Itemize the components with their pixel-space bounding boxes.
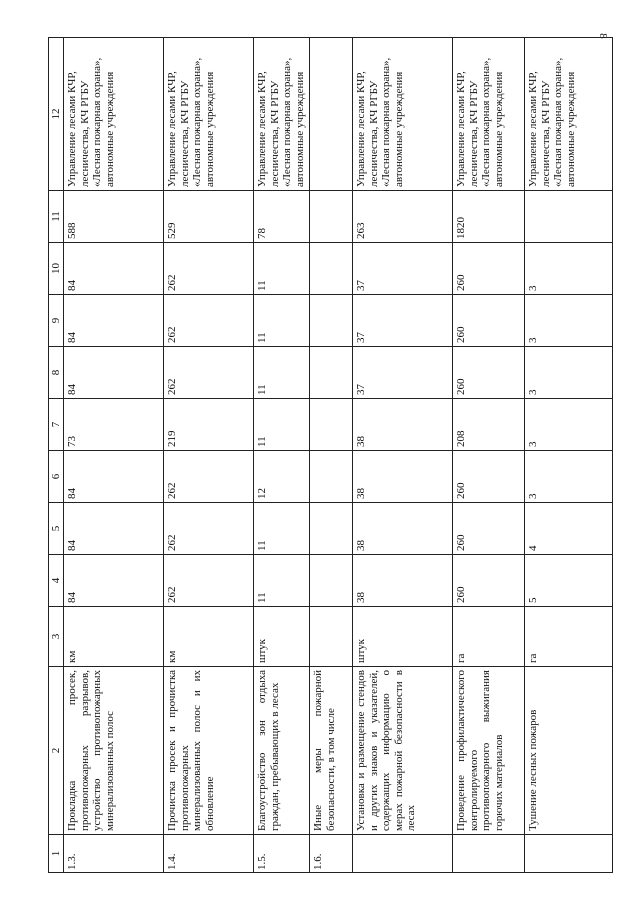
measure-name: Прочистка просек и прочистка противопожарных минерализованных полос и их обновление [164,667,254,835]
value-cell: 3 [525,295,613,347]
value-cell: 73 [64,399,164,451]
header-cell: 2 [49,667,64,835]
value-cell: 38 [353,451,453,503]
unit-cell: га [525,607,613,667]
value-cell: 84 [64,451,164,503]
total-cell: 78 [254,191,310,243]
measure-name: Тушение лесных пожаров [525,667,613,835]
table-row [310,38,353,873]
row-number [453,835,525,873]
value-cell: 84 [64,243,164,295]
header-cell: 5 [49,503,64,555]
measure-name: Установка и размещение стендов и других знаков и указателей, содержащих информацию о мерах пожарной безопасности в лесах [353,667,453,835]
row-number: 1.5. [254,835,310,873]
header-cell: 7 [49,399,64,451]
total-cell [525,191,613,243]
value-cell [310,451,353,503]
total-cell: 588 [64,191,164,243]
row-number: 1.3. [64,835,164,873]
value-cell: 84 [64,295,164,347]
value-cell: 4 [525,503,613,555]
unit-cell: км [164,607,254,667]
header-cell: 4 [49,555,64,607]
measure-name: Благоустройство зон отдыха граждан, пребывающих в лесах [254,667,310,835]
header-cell: 6 [49,451,64,503]
executor-cell: Управление лесами КЧР, лесничества, КЧ РГБУ «Лесная пожарная охрана», автономные учреждения [164,38,254,191]
header-cell: 10 [49,243,64,295]
value-cell: 37 [353,243,453,295]
header-cell: 11 [49,191,64,243]
unit-cell: км [64,607,164,667]
header-cell: 12 [49,38,64,191]
table-row [164,38,254,873]
executor-cell: Управление лесами КЧР, лесничества, КЧ РГБУ «Лесная пожарная охрана», автономные учреждения [254,38,310,191]
fire-safety-measures-table [48,37,613,873]
value-cell: 262 [164,555,254,607]
value-cell: 3 [525,243,613,295]
value-cell: 262 [164,347,254,399]
measure-name: Прокладка просек, противопожарных разрывов, устройство противопожарных минерализованных полос [64,667,164,835]
value-cell: 84 [64,347,164,399]
value-cell: 11 [254,243,310,295]
unit-cell [310,607,353,667]
table-row [453,38,525,873]
value-cell: 262 [164,451,254,503]
value-cell: 262 [164,503,254,555]
value-cell: 260 [453,555,525,607]
value-cell: 260 [453,451,525,503]
executor-cell [310,38,353,191]
header-row [49,38,64,873]
table-row [64,38,164,873]
executor-cell: Управление лесами КЧР, лесничества, КЧ РГБУ «Лесная пожарная охрана», автономные учреждения [64,38,164,191]
value-cell: 260 [453,243,525,295]
value-cell: 11 [254,503,310,555]
measure-name: Иные меры пожарной безопасности, в том числе [310,667,353,835]
total-cell: 263 [353,191,453,243]
value-cell: 11 [254,347,310,399]
value-cell: 38 [353,399,453,451]
total-cell: 529 [164,191,254,243]
value-cell: 38 [353,503,453,555]
value-cell: 262 [164,243,254,295]
table-row [353,38,453,873]
value-cell: 84 [64,503,164,555]
value-cell: 11 [254,555,310,607]
value-cell: 3 [525,451,613,503]
value-cell [310,555,353,607]
value-cell: 3 [525,399,613,451]
value-cell: 3 [525,347,613,399]
executor-cell: Управление лесами КЧР, лесничества, КЧ РГБУ «Лесная пожарная охрана», автономные учреждения [353,38,453,191]
value-cell [310,295,353,347]
page-number: 8 [596,33,609,39]
value-cell: 260 [453,503,525,555]
row-number [353,835,453,873]
value-cell: 37 [353,347,453,399]
row-number: 1.6. [310,835,353,873]
value-cell [310,399,353,451]
value-cell: 208 [453,399,525,451]
executor-cell: Управление лесами КЧР, лесничества, КЧ РГБУ «Лесная пожарная охрана», автономные учреждения [453,38,525,191]
value-cell: 5 [525,555,613,607]
row-number [525,835,613,873]
total-cell: 1820 [453,191,525,243]
row-number: 1.4. [164,835,254,873]
value-cell: 37 [353,295,453,347]
value-cell: 12 [254,451,310,503]
unit-cell: штук [353,607,453,667]
value-cell: 219 [164,399,254,451]
value-cell: 38 [353,555,453,607]
table-row [525,38,613,873]
total-cell [310,191,353,243]
value-cell: 84 [64,555,164,607]
executor-cell: Управление лесами КЧР, лесничества, КЧ РГБУ «Лесная пожарная охрана», автономные учреждения [525,38,613,191]
table-row [254,38,310,873]
rotated-table-container [48,38,613,873]
header-cell: 3 [49,607,64,667]
header-cell: 1 [49,835,64,873]
value-cell: 11 [254,399,310,451]
value-cell: 11 [254,295,310,347]
unit-cell: штук [254,607,310,667]
unit-cell: га [453,607,525,667]
value-cell [310,243,353,295]
measure-name: Проведение профилактического контролируемого противопожарного выжигания горючих материалов [453,667,525,835]
value-cell [310,347,353,399]
value-cell [310,503,353,555]
header-cell: 9 [49,295,64,347]
value-cell: 260 [453,347,525,399]
value-cell: 260 [453,295,525,347]
header-cell: 8 [49,347,64,399]
value-cell: 262 [164,295,254,347]
